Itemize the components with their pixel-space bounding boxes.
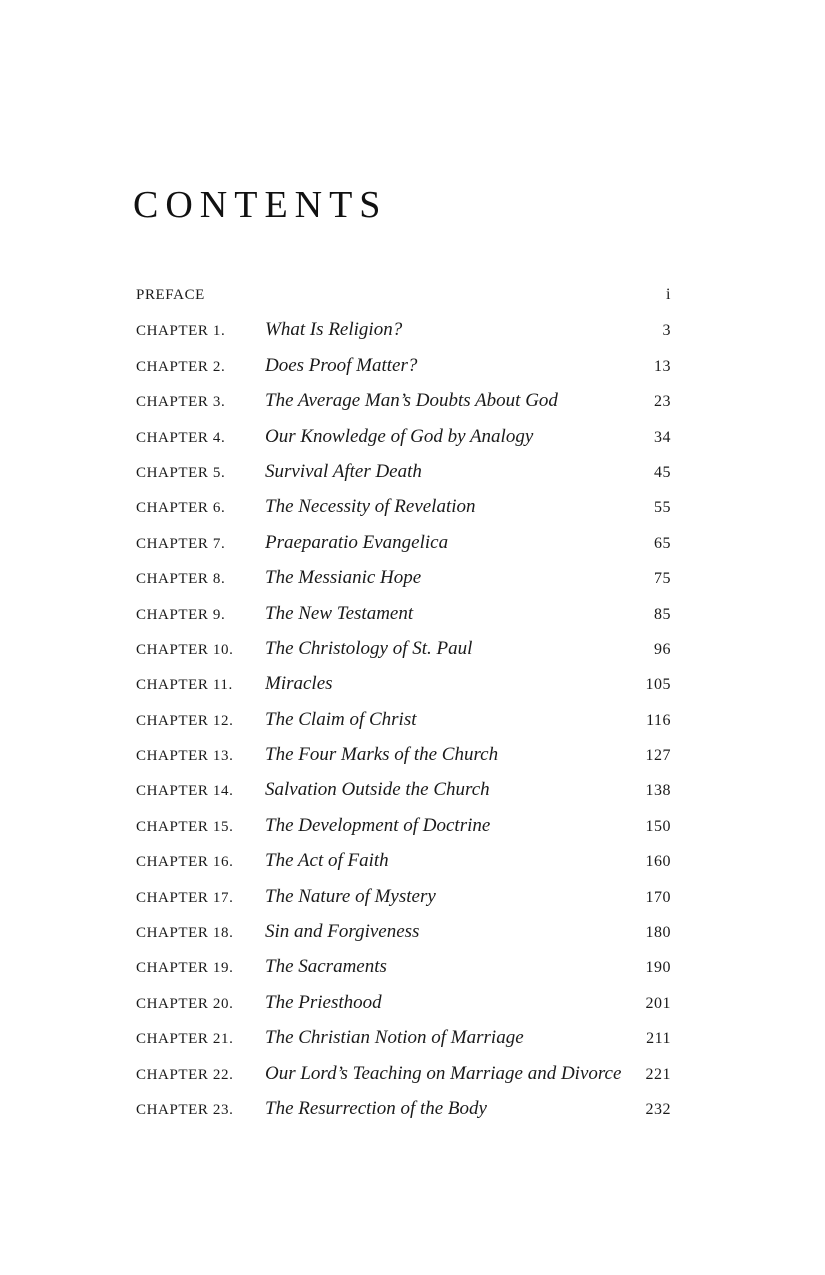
entry-title: The Christology of St. Paul — [265, 637, 473, 659]
entry-label: CHAPTER 18. — [136, 925, 234, 942]
entry-title: Does Proof Matter? — [265, 354, 418, 376]
toc-entry — [136, 808, 671, 843]
entry-page-number: 85 — [654, 605, 671, 623]
entry-page-number: 201 — [645, 994, 671, 1012]
entry-label: CHAPTER 16. — [136, 854, 234, 871]
entry-label: CHAPTER 17. — [136, 889, 234, 906]
entry-page-number: 127 — [645, 747, 671, 765]
entry-page-number: 138 — [645, 782, 671, 800]
entry-title: The Nature of Mystery — [265, 885, 436, 907]
toc-entry — [136, 914, 671, 949]
entry-page-number: 160 — [645, 853, 671, 871]
table-of-contents — [136, 277, 671, 1126]
toc-entry — [136, 1056, 671, 1091]
entry-label: CHAPTER 3. — [136, 394, 226, 411]
entry-page-number: 34 — [654, 428, 671, 446]
entry-title: The Claim of Christ — [265, 708, 417, 730]
entry-label: CHAPTER 6. — [136, 500, 226, 517]
toc-entry — [136, 312, 671, 347]
toc-entry — [136, 737, 671, 772]
entry-page-number: 211 — [646, 1030, 671, 1048]
toc-entry — [136, 1020, 671, 1055]
entry-title: Salvation Outside the Church — [265, 779, 490, 801]
entry-title: The Necessity of Revelation — [265, 496, 476, 518]
entry-label: CHAPTER 5. — [136, 464, 226, 481]
entry-page-number: 221 — [645, 1065, 671, 1083]
entry-label: CHAPTER 14. — [136, 783, 234, 800]
entry-page-number: 180 — [645, 924, 671, 942]
entry-title: The Priesthood — [265, 991, 382, 1013]
toc-entry — [136, 666, 671, 701]
entry-label: CHAPTER 23. — [136, 1101, 234, 1118]
entry-title: Our Knowledge of God by Analogy — [265, 425, 534, 447]
toc-entry — [136, 489, 671, 524]
toc-entry — [136, 419, 671, 454]
entry-page-number: 65 — [654, 534, 671, 552]
toc-entry — [136, 985, 671, 1020]
entry-label: CHAPTER 19. — [136, 960, 234, 977]
entry-page-number: 150 — [645, 817, 671, 835]
entry-page-number: 45 — [654, 463, 671, 481]
toc-entry — [136, 879, 671, 914]
entry-page-number: 96 — [654, 640, 671, 658]
entry-label: CHAPTER 21. — [136, 1031, 234, 1048]
entry-label: CHAPTER 9. — [136, 606, 226, 623]
toc-entry — [136, 631, 671, 666]
entry-label: CHAPTER 1. — [136, 323, 226, 340]
entry-page-number: 13 — [654, 357, 671, 375]
entry-page-number: 116 — [646, 711, 671, 729]
entry-page-number: 75 — [654, 570, 671, 588]
chapter-list — [136, 312, 671, 1126]
entry-label: PREFACE — [136, 287, 205, 303]
entry-title: The Messianic Hope — [265, 567, 422, 589]
entry-title: The Christian Notion of Marriage — [265, 1027, 524, 1049]
toc-entry — [136, 454, 671, 489]
entry-title: The Act of Faith — [265, 850, 389, 872]
toc-entry — [136, 596, 671, 631]
entry-label: CHAPTER 8. — [136, 571, 226, 588]
entry-label: CHAPTER 7. — [136, 535, 226, 552]
entry-title: The Four Marks of the Church — [265, 744, 499, 766]
entry-label: CHAPTER 11. — [136, 677, 233, 694]
toc-entry — [136, 843, 671, 878]
entry-label: CHAPTER 15. — [136, 818, 234, 835]
entry-title: The Resurrection of the Body — [265, 1097, 487, 1119]
entry-title: Praeparatio Evangelica — [265, 531, 449, 553]
entry-label: CHAPTER 12. — [136, 712, 234, 729]
entry-page-number: 55 — [654, 499, 671, 517]
entry-label: CHAPTER 22. — [136, 1066, 234, 1083]
entry-title: Miracles — [265, 673, 333, 695]
toc-entry — [136, 1091, 671, 1126]
toc-entry — [136, 348, 671, 383]
entry-page-number: 23 — [654, 393, 671, 411]
entry-page-number: 190 — [645, 959, 671, 977]
toc-entry — [136, 949, 671, 984]
entry-title: Our Lord’s Teaching on Marriage and Divorce — [265, 1062, 622, 1084]
entry-label: CHAPTER 4. — [136, 429, 226, 446]
entry-title: The New Testament — [265, 602, 414, 624]
entry-title: Survival After Death — [265, 460, 422, 482]
entry-label: CHAPTER 20. — [136, 995, 234, 1012]
entry-title: The Sacraments — [265, 956, 387, 978]
entry-page-number: 170 — [645, 888, 671, 906]
entry-page-number: 232 — [645, 1100, 671, 1118]
entry-label: CHAPTER 10. — [136, 641, 234, 658]
entry-label: CHAPTER 2. — [136, 358, 226, 375]
entry-title: Sin and Forgiveness — [265, 921, 420, 943]
entry-title: The Development of Doctrine — [265, 814, 491, 836]
toc-entry — [136, 560, 671, 595]
entry-page-number: 105 — [645, 676, 671, 694]
entry-label: CHAPTER 13. — [136, 748, 234, 765]
toc-entry — [136, 525, 671, 560]
toc-entry — [136, 702, 671, 737]
toc-entry — [136, 772, 671, 807]
toc-entry — [136, 383, 671, 418]
page-title: CONTENTS — [133, 184, 388, 226]
entry-title: What Is Religion? — [265, 319, 403, 341]
entry-title: The Average Man’s Doubts About God — [265, 390, 558, 412]
entry-page-number: i — [666, 286, 671, 303]
toc-entry-preface — [136, 277, 671, 312]
entry-page-number: 3 — [662, 322, 671, 340]
